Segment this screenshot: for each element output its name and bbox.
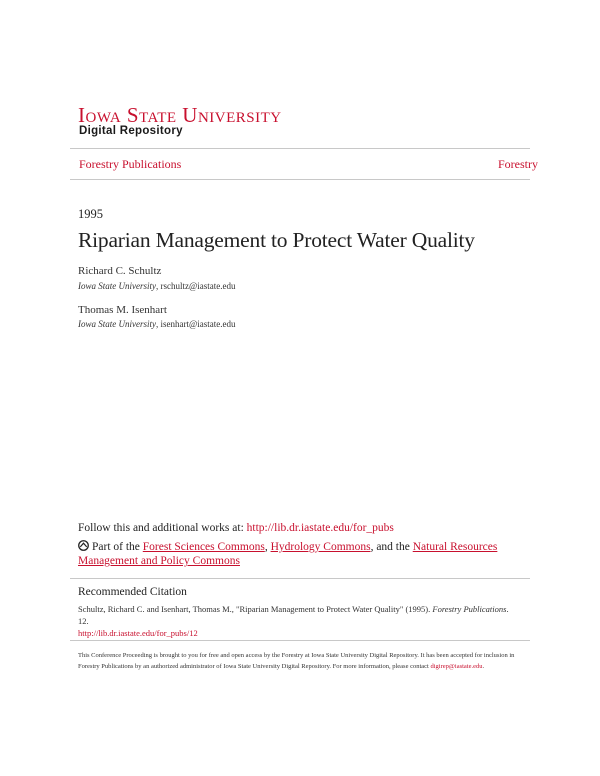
- notice-text: This Conference Proceeding is brought to you for free and open access by the Forestry at Iowa State University Digital Repository. It has been accepted for inclusion in Forestry Publications by an authorized administrator of Iowa State University Digital Repository. For more information, please contact: [78, 652, 515, 670]
- author-affiliation: Iowa State University, isenhart@iastate.edu: [78, 319, 236, 329]
- divider-nav: [70, 179, 530, 180]
- institution-logo-text: Iowa State University: [78, 103, 282, 127]
- citation-number: . 12.: [78, 604, 509, 626]
- follow-line: [78, 522, 394, 534]
- author-name: Thomas M. Isenhart: [78, 304, 167, 316]
- publication-year: 1995: [78, 207, 103, 221]
- divider-top: [70, 148, 530, 149]
- part-of-prefix: Part of the: [92, 541, 143, 553]
- recommended-citation-heading: Recommended Citation: [78, 586, 187, 598]
- citation-url-link[interactable]: http://lib.dr.iastate.edu/for_pubs/12: [78, 628, 198, 638]
- author-email: rschultz@iastate.edu: [160, 281, 236, 291]
- affiliation-name: Iowa State University: [78, 319, 156, 329]
- repository-logo-text: Digital Repository: [79, 125, 183, 137]
- citation-text: [78, 603, 518, 639]
- contact-email-link[interactable]: digirep@iastate.edu: [430, 663, 483, 670]
- part-of-sep: , and the: [370, 541, 413, 553]
- citation-body: Schultz, Richard C. and Isenhart, Thomas M., "Riparian Management to Protect Water Quality" (1995).: [78, 604, 433, 614]
- follow-prefix: Follow this and additional works at:: [78, 522, 247, 534]
- network-commons-icon: [78, 540, 89, 551]
- divider-notice: [70, 640, 530, 641]
- forestry-publications-link[interactable]: Forestry Publications: [79, 157, 182, 171]
- author-name: Richard C. Schultz: [78, 265, 162, 277]
- forest-sciences-commons-link[interactable]: Forest Sciences Commons: [142, 541, 265, 553]
- part-of-line: [78, 540, 508, 568]
- author-email: isenhart@iastate.edu: [160, 319, 236, 329]
- natural-resources-commons-link[interactable]: Natural Resources Management and Policy Commons: [78, 541, 498, 567]
- part-of-sep: ,: [264, 541, 271, 553]
- author-affiliation: Iowa State University, rschultz@iastate.edu: [78, 281, 236, 291]
- notice-end: .: [482, 663, 485, 670]
- follow-url-link[interactable]: http://lib.dr.iastate.edu/for_pubs: [246, 522, 394, 534]
- paper-title: Riparian Management to Protect Water Quality: [78, 228, 475, 252]
- divider-citation: [70, 578, 530, 579]
- affiliation-name: Iowa State University: [78, 281, 156, 291]
- access-notice: [78, 650, 528, 672]
- forestry-link[interactable]: Forestry: [498, 157, 538, 171]
- hydrology-commons-link[interactable]: Hydrology Commons: [270, 541, 371, 553]
- citation-series: Forestry Publications: [432, 604, 507, 614]
